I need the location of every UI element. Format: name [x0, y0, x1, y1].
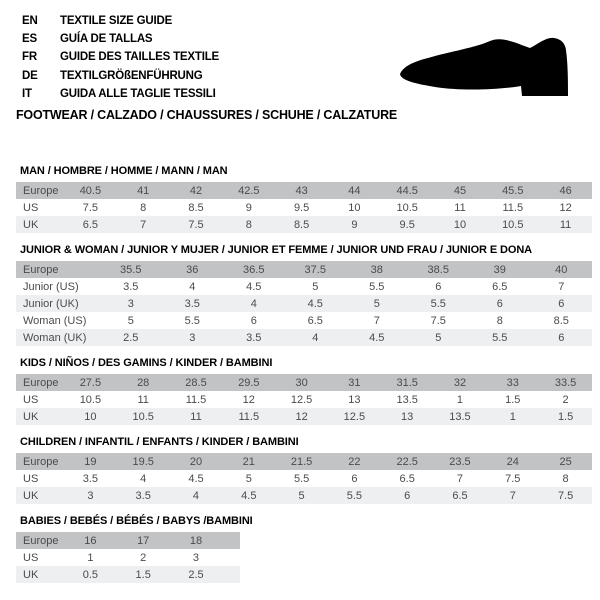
- size-cell: 5.5: [162, 312, 224, 329]
- size-cell: 11: [539, 216, 592, 233]
- table-row: [16, 549, 240, 566]
- dress-shoe-icon: [390, 20, 590, 110]
- language-title: TEXTILE SIZE GUIDE: [60, 15, 173, 27]
- size-cell: 4.5: [222, 487, 275, 504]
- row-label: Europe: [16, 182, 64, 199]
- table-row: [16, 470, 592, 487]
- size-cell: 45.5: [486, 182, 539, 199]
- language-code: ES: [22, 33, 37, 46]
- size-cell: 10.5: [117, 408, 170, 425]
- size-cell: 38.5: [408, 261, 470, 278]
- size-table-section: [16, 165, 592, 233]
- size-cell: 13: [328, 391, 381, 408]
- size-cell: 4.5: [223, 278, 285, 295]
- size-cell: 7.5: [486, 470, 539, 487]
- size-cell: 25: [539, 453, 592, 470]
- size-cell: 38: [346, 261, 408, 278]
- size-table-section: [16, 436, 592, 504]
- size-cell: 9.5: [381, 216, 434, 233]
- size-cell: 3.5: [64, 470, 117, 487]
- size-cell: 5: [100, 312, 162, 329]
- row-label: UK: [16, 566, 64, 583]
- size-table: [16, 532, 240, 583]
- size-cell: 22: [328, 453, 381, 470]
- size-cell: 18: [170, 532, 223, 549]
- size-cell: 6.5: [64, 216, 117, 233]
- size-cell: 10.5: [486, 216, 539, 233]
- size-cell: 43: [275, 182, 328, 199]
- size-cell: 8.5: [531, 312, 593, 329]
- size-cell: 11.5: [222, 408, 275, 425]
- row-spacer: [222, 566, 240, 583]
- size-cell: 36.5: [223, 261, 285, 278]
- row-label: US: [16, 391, 64, 408]
- size-cell: 4: [285, 329, 347, 346]
- size-cell: 6.5: [434, 487, 487, 504]
- row-label: Europe: [16, 261, 100, 278]
- size-cell: 10: [328, 199, 381, 216]
- size-cell: 7: [486, 487, 539, 504]
- table-row: [16, 182, 592, 199]
- size-cell: 12.5: [275, 391, 328, 408]
- size-cell: 6: [531, 295, 593, 312]
- size-cell: 24: [486, 453, 539, 470]
- row-label: UK: [16, 487, 64, 504]
- size-cell: 6: [469, 295, 531, 312]
- language-code: DE: [22, 69, 38, 82]
- size-cell: 4.5: [170, 470, 223, 487]
- size-cell: 29.5: [222, 374, 275, 391]
- size-cell: 4.5: [285, 295, 347, 312]
- table-row: [16, 216, 592, 233]
- row-spacer: [222, 549, 240, 566]
- size-cell: 4.5: [346, 329, 408, 346]
- size-cell: 10.5: [381, 199, 434, 216]
- size-cell: 11.5: [486, 199, 539, 216]
- size-cell: 33.5: [539, 374, 592, 391]
- row-label: Europe: [16, 374, 64, 391]
- size-cell: 7.5: [408, 312, 470, 329]
- size-cell: 2: [539, 391, 592, 408]
- language-legend: [22, 12, 219, 103]
- size-cell: 2.5: [170, 566, 223, 583]
- table-row: [16, 566, 240, 583]
- size-cell: 41: [117, 182, 170, 199]
- size-cell: 32: [434, 374, 487, 391]
- size-cell: 10.5: [64, 391, 117, 408]
- size-cell: 0.5: [64, 566, 117, 583]
- size-table-title: KIDS / NIÑOS / DES GAMINS / KINDER / BAMBINI: [20, 357, 273, 369]
- size-cell: 6: [408, 278, 470, 295]
- size-cell: 3: [100, 295, 162, 312]
- table-row: [16, 487, 592, 504]
- size-cell: 3: [64, 487, 117, 504]
- size-cell: 1: [434, 391, 487, 408]
- size-cell: 9: [328, 216, 381, 233]
- table-row: [16, 261, 592, 278]
- size-cell: 19.5: [117, 453, 170, 470]
- size-cell: 6: [531, 329, 593, 346]
- size-cell: 3.5: [223, 329, 285, 346]
- language-title: GUÍA DE TALLAS: [60, 33, 153, 46]
- size-cell: 44: [328, 182, 381, 199]
- row-label: UK: [16, 408, 64, 425]
- size-cell: 9.5: [275, 199, 328, 216]
- size-cell: 13: [381, 408, 434, 425]
- language-code: EN: [22, 15, 38, 27]
- table-row: [16, 199, 592, 216]
- size-cell: 7: [531, 278, 593, 295]
- size-table-title: BABIES / BEBÉS / BÉBÉS / BABYS /BAMBINI: [20, 515, 253, 527]
- size-cell: 7: [346, 312, 408, 329]
- size-cell: 46: [539, 182, 592, 199]
- row-label: UK: [16, 216, 64, 233]
- size-cell: 45: [434, 182, 487, 199]
- size-cell: 7: [434, 470, 487, 487]
- size-cell: 5: [408, 329, 470, 346]
- size-cell: 36: [162, 261, 224, 278]
- row-label: Junior (US): [16, 278, 100, 295]
- table-row: [16, 532, 240, 549]
- size-cell: 5.5: [275, 470, 328, 487]
- size-cell: 5.5: [346, 278, 408, 295]
- row-label: US: [16, 549, 64, 566]
- size-table: [16, 261, 592, 346]
- size-cell: 8: [539, 470, 592, 487]
- size-table: [16, 182, 592, 233]
- size-cell: 4: [223, 295, 285, 312]
- size-cell: 1.5: [486, 391, 539, 408]
- size-cell: 12: [275, 408, 328, 425]
- size-cell: 8: [222, 216, 275, 233]
- table-row: [16, 391, 592, 408]
- size-cell: 42: [170, 182, 223, 199]
- size-cell: 8: [469, 312, 531, 329]
- size-cell: 31: [328, 374, 381, 391]
- size-table-title: CHILDREN / INFANTIL / ENFANTS / KINDER / BAMBINI: [20, 436, 299, 448]
- size-table-section: [16, 357, 592, 425]
- size-cell: 12.5: [328, 408, 381, 425]
- size-cell: 37.5: [285, 261, 347, 278]
- row-spacer: [222, 532, 240, 549]
- size-cell: 3.5: [162, 295, 224, 312]
- size-cell: 44.5: [381, 182, 434, 199]
- table-row: [16, 374, 592, 391]
- size-cell: 30: [275, 374, 328, 391]
- size-table: [16, 374, 592, 425]
- row-label: Europe: [16, 532, 64, 549]
- legend-row-en: [22, 12, 219, 30]
- size-cell: 5: [285, 278, 347, 295]
- size-cell: 22.5: [381, 453, 434, 470]
- row-label: Europe: [16, 453, 64, 470]
- size-cell: 40.5: [64, 182, 117, 199]
- size-cell: 17: [117, 532, 170, 549]
- size-cell: 31.5: [381, 374, 434, 391]
- language-code: IT: [22, 87, 32, 100]
- size-cell: 11: [117, 391, 170, 408]
- size-table-section: [16, 515, 592, 583]
- language-code: FR: [22, 51, 37, 64]
- size-cell: 33: [486, 374, 539, 391]
- size-cell: 12: [222, 391, 275, 408]
- size-cell: 11.5: [170, 391, 223, 408]
- size-cell: 19: [64, 453, 117, 470]
- size-cell: 11: [170, 408, 223, 425]
- size-cell: 1: [64, 549, 117, 566]
- size-cell: 6: [223, 312, 285, 329]
- table-row: [16, 278, 592, 295]
- size-cell: 7.5: [64, 199, 117, 216]
- size-cell: 5: [275, 487, 328, 504]
- row-label: Woman (US): [16, 312, 100, 329]
- size-cell: 9: [222, 199, 275, 216]
- size-cell: 8: [117, 199, 170, 216]
- size-cell: 4: [117, 470, 170, 487]
- size-cell: 16: [64, 532, 117, 549]
- size-cell: 1: [486, 408, 539, 425]
- size-cell: 2.5: [100, 329, 162, 346]
- size-tables-container: [16, 165, 592, 594]
- size-cell: 13.5: [434, 408, 487, 425]
- table-row: [16, 295, 592, 312]
- size-cell: 4: [170, 487, 223, 504]
- size-table-title: MAN / HOMBRE / HOMME / MANN / MAN: [20, 165, 228, 177]
- size-cell: 39: [469, 261, 531, 278]
- size-cell: 11: [434, 199, 487, 216]
- size-cell: 6.5: [381, 470, 434, 487]
- row-label: US: [16, 470, 64, 487]
- size-cell: 12: [539, 199, 592, 216]
- size-cell: 7.5: [170, 216, 223, 233]
- legend-row-fr: [22, 48, 219, 66]
- table-row: [16, 312, 592, 329]
- size-table-section: [16, 244, 592, 346]
- legend-row-de: [22, 67, 219, 85]
- size-cell: 42.5: [222, 182, 275, 199]
- row-label: US: [16, 199, 64, 216]
- size-table: [16, 453, 592, 504]
- size-cell: 3.5: [100, 278, 162, 295]
- size-cell: 5.5: [408, 295, 470, 312]
- size-cell: 3: [170, 549, 223, 566]
- size-cell: 8.5: [275, 216, 328, 233]
- size-cell: 4: [162, 278, 224, 295]
- size-cell: 10: [64, 408, 117, 425]
- language-title: TEXTILGRÖßENFÜHRUNG: [60, 69, 203, 82]
- size-cell: 28: [117, 374, 170, 391]
- size-cell: 2: [117, 549, 170, 566]
- row-label: Woman (UK): [16, 329, 100, 346]
- size-cell: 3: [162, 329, 224, 346]
- size-cell: 1.5: [539, 408, 592, 425]
- size-cell: 21: [222, 453, 275, 470]
- size-cell: 8.5: [170, 199, 223, 216]
- size-cell: 5: [222, 470, 275, 487]
- language-title: GUIDA ALLE TAGLIE TESSILI: [60, 87, 216, 100]
- size-cell: 6: [381, 487, 434, 504]
- category-title: FOOTWEAR / CALZADO / CHAUSSURES / SCHUHE / CALZATURE: [16, 108, 398, 122]
- size-cell: 10: [434, 216, 487, 233]
- legend-row-it: [22, 85, 219, 103]
- size-cell: 7: [117, 216, 170, 233]
- size-cell: 6.5: [285, 312, 347, 329]
- size-cell: 7.5: [539, 487, 592, 504]
- size-cell: 27.5: [64, 374, 117, 391]
- size-cell: 21.5: [275, 453, 328, 470]
- size-cell: 40: [531, 261, 593, 278]
- size-cell: 3.5: [117, 487, 170, 504]
- table-row: [16, 408, 592, 425]
- size-table-title: JUNIOR & WOMAN / JUNIOR Y MUJER / JUNIOR ET FEMME / JUNIOR UND FRAU / JUNIOR E DONA: [20, 244, 533, 256]
- language-title: GUIDE DES TAILLES TEXTILE: [60, 51, 219, 64]
- size-cell: 28.5: [170, 374, 223, 391]
- row-label: Junior (UK): [16, 295, 100, 312]
- size-cell: 1.5: [117, 566, 170, 583]
- size-cell: 35.5: [100, 261, 162, 278]
- size-cell: 5: [346, 295, 408, 312]
- size-cell: 5.5: [469, 329, 531, 346]
- size-cell: 5.5: [328, 487, 381, 504]
- legend-row-es: [22, 30, 219, 48]
- size-cell: 23.5: [434, 453, 487, 470]
- size-cell: 6.5: [469, 278, 531, 295]
- table-row: [16, 453, 592, 470]
- size-cell: 13.5: [381, 391, 434, 408]
- table-row: [16, 329, 592, 346]
- size-cell: 6: [328, 470, 381, 487]
- size-cell: 20: [170, 453, 223, 470]
